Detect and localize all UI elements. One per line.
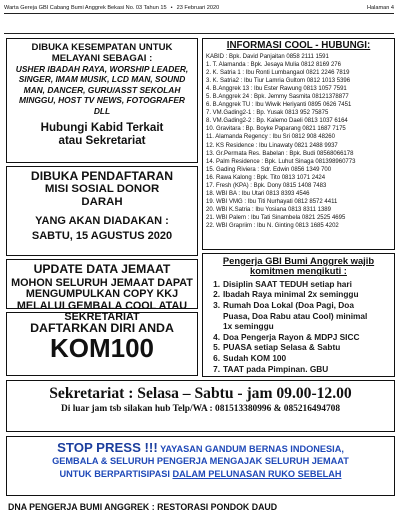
- commitment-number: 3.: [213, 300, 220, 310]
- update-data-announcement: [6, 259, 198, 324]
- commitment-number: 7.: [213, 363, 220, 374]
- cool-contact-row: 1. T. Alamanda : Bpk. Jesaya Mulia 0812 8169 276: [206, 62, 341, 69]
- cool-contact-row: 7. VM.Gading2-1 : Bp. Yusak 0813 952 75875: [206, 110, 329, 117]
- worker-commitments-title-1: Pengerja GBI Bumi Anggrek wajib: [222, 255, 375, 266]
- blood-donor-subtitle: YANG AKAN DIADAKAN :: [35, 215, 169, 228]
- page-header: [4, 3, 394, 12]
- cool-contact-row: 13. Gr.Permata Res. Babelan : Bpk. Budi 08568066178: [206, 150, 354, 157]
- cool-contact-row: 10. Gravitara : Bp. Boyke Paparang 0821 1687 7175: [206, 126, 346, 133]
- worker-commitments-list: [206, 279, 391, 374]
- worker-commitments: [202, 253, 395, 377]
- stop-press-line-2: GEMBALA & SELURUH PENGERJA MENGAJAK SELURUH JEMAAT: [52, 456, 349, 466]
- cool-contact-row: 16. Rawa Kalong : Bpk. Tito 0813 1071 2424: [206, 174, 326, 181]
- commitment-text: Ibadah Raya minimal 2x seminggu: [223, 289, 359, 300]
- cool-contacts: [202, 38, 395, 250]
- volunteer-roles: USHER IBADAH RAYA, WORSHIP LEADER, SINGER, IMAM MUSIK, LCD MAN, SOUND MAN, DANCER, GURU/ASST SEKOLAH MINGGU, HOST TV NEWS, FOTOGRAFER DLL: [15, 64, 189, 116]
- kom100-label: KOM100: [49, 333, 155, 363]
- blood-donor-title-3: DARAH: [81, 196, 123, 209]
- secretariat-contact: Di luar jam tsb silakan hub Telp/WA : 081513380996 & 085216494708: [60, 404, 341, 414]
- cool-contact-row: 20. WBI K.Satria : Ibu Yosiana 0813 8311 1389: [206, 206, 331, 213]
- volunteer-contact-line-2: atau Sekretariat: [58, 133, 146, 147]
- cool-contact-row: 6. B.Anggrek TU : Ibu Wiwik Heriyanti 0895 0626 7451: [206, 102, 352, 109]
- commitment-item: [206, 300, 391, 311]
- volunteer-title: DIBUKA KESEMPATAN UNTUK MELAYANI SEBAGAI :: [31, 42, 173, 64]
- commitment-number: 6.: [213, 352, 220, 363]
- stop-press-heading: STOP PRESS !!!: [57, 440, 158, 455]
- commitment-item: [206, 353, 391, 364]
- cool-contact-row: 22. WBI Grapriim : Ibu N. Ginting 0813 1685 4202: [206, 222, 339, 229]
- commitment-item: [206, 332, 391, 343]
- update-data-title: UPDATE DATA JEMAAT: [33, 262, 171, 276]
- cool-contact-row: 14. Palm Residence : Bpk. Luhut Sinaga 081398960773: [206, 158, 356, 165]
- stop-press-banner: [6, 436, 395, 496]
- footer-motto: DNA PENGERJA BUMI ANGGREK : RESTORASI PONDOK DAUD: [8, 502, 278, 512]
- cool-contact-row: 5. B.Anggrek 24 : Bpk. Jemmy Sasmita 08121378877: [206, 94, 349, 101]
- cool-contact-row: 4. B.Anggrek 13 : Ibu Ester Rawung 0813 1057 7591: [206, 86, 347, 93]
- cool-contact-row: 18. WBI BA : Ibu Utari 0813 8393 4546: [206, 190, 310, 197]
- stop-press-foundation: YAYASAN GANDUM BERNAS INDONESIA,: [160, 444, 344, 454]
- commitment-item: [206, 311, 391, 322]
- header-rule: [4, 13, 394, 14]
- commitment-text: Disiplin SAAT TEDUH setiap hari: [223, 278, 352, 289]
- header-bullet: •: [170, 4, 173, 11]
- commitment-text: Rumah Doa Lokal (Doa Pagi, Doa: [223, 300, 354, 310]
- commitment-text: 1x seminggu: [223, 321, 274, 332]
- commitment-number: 4.: [213, 331, 220, 342]
- cool-contact-row: 2. K. Satria 1 : Ibu Ronti Lumbangaol 0821 2246 7819: [206, 70, 350, 77]
- header-rule-2: [4, 33, 394, 34]
- update-data-body: MOHON SELURUH JEMAAT DAPAT MENGUMPULKAN COPY KKJ MELALUI GEMBALA COOL ATAU SEKRETARIAT: [11, 277, 193, 324]
- cool-contact-row: 12. KS Residence : Ibu Linawaty 0821 2488 9937: [206, 142, 338, 149]
- cool-contact-row: 15. Gading Riviera : Sdr. Edwin 0856 1349 700: [206, 166, 332, 173]
- commitment-item: [206, 289, 391, 300]
- cool-contact-row: 8. VM.Gading2-2 : Bp. Kalemo Daeli 0813 1037 6164: [206, 118, 348, 125]
- blood-donor-date: SABTU, 15 AGUSTUS 2020: [31, 230, 173, 243]
- commitment-text: PUASA setiap Selasa & Sabtu: [223, 342, 341, 353]
- stop-press-line-3b: DALAM PELUNASAN RUKO SEBELAH: [172, 469, 342, 479]
- commitment-item: [206, 321, 391, 332]
- cool-contact-row: KABID : Bpk. David Panjaitan 0858 2111 1591: [206, 54, 329, 60]
- stop-press-line-1: [7, 442, 394, 455]
- commitment-item: [206, 342, 391, 353]
- cool-contact-row: 11. Alamanda Regency : Ibu Sri 0812 908 48260: [206, 134, 335, 141]
- secretariat-banner: [6, 380, 395, 432]
- cool-contact-row: 21. WBI Palem : Ibu Tati Sinambela 0821 2525 4695: [206, 214, 346, 221]
- volunteer-contact-line-1: Hubungi Kabid Terkait: [40, 121, 164, 135]
- kom100-title: DAFTARKAN DIRI ANDA: [30, 321, 174, 335]
- stop-press-line-3a: UNTUK BERPARTISIPASI: [59, 469, 170, 479]
- commitment-text: Sudah KOM 100: [223, 352, 287, 363]
- header-publication: Warta Gereja GBI Cabang Bumi Anggrek Bekasi No. 03 Tahun 15: [4, 4, 167, 11]
- cool-contact-row: 3. K. Satria2 : Ibu Tiur Lamria Gultom 0812 1013 5396: [206, 78, 351, 85]
- commitment-item: [206, 279, 391, 290]
- blood-donor-title-1: DIBUKA PENDAFTARAN: [30, 169, 174, 183]
- cool-contacts-list: [206, 53, 391, 230]
- header-date: 23 Februari 2020: [176, 4, 220, 11]
- commitment-item: [206, 364, 391, 375]
- blood-donor-title-2: MISI SOSIAL DONOR: [44, 183, 160, 196]
- commitment-text: TAAT pada Pimpinan. GBU: [223, 363, 329, 374]
- cool-contact-row: 17. Fresh (KPA) : Bpk. Dony 0815 1408 7483: [206, 182, 327, 189]
- worker-commitments-title-2: komitmen mengikuti :: [250, 265, 347, 277]
- stop-press-line-3: [7, 468, 394, 481]
- kom100-announcement: [6, 312, 198, 376]
- header-page-number: Halaman 4: [366, 4, 394, 11]
- secretariat-hours: Sekretariat : Selasa – Sabtu - jam 09.00-12.00: [49, 385, 352, 402]
- commitment-number: 5.: [213, 342, 220, 353]
- cool-contacts-title: INFORMASI COOL - HUBUNGI:: [226, 40, 371, 51]
- cool-contact-row: 19. WBI VMG : Ibu Titi Nurhayati 0812 8572 4411: [206, 198, 338, 205]
- commitment-number: 1.: [213, 278, 220, 289]
- commitment-number: 2.: [213, 289, 220, 300]
- volunteer-announcement: [6, 38, 198, 163]
- commitment-text: Puasa, Doa Rabu atau Cool) minimal: [223, 310, 368, 321]
- blood-donor-announcement: [6, 166, 198, 256]
- commitment-text: Doa Pengerja Rayon & MDPJ SICC: [223, 331, 360, 342]
